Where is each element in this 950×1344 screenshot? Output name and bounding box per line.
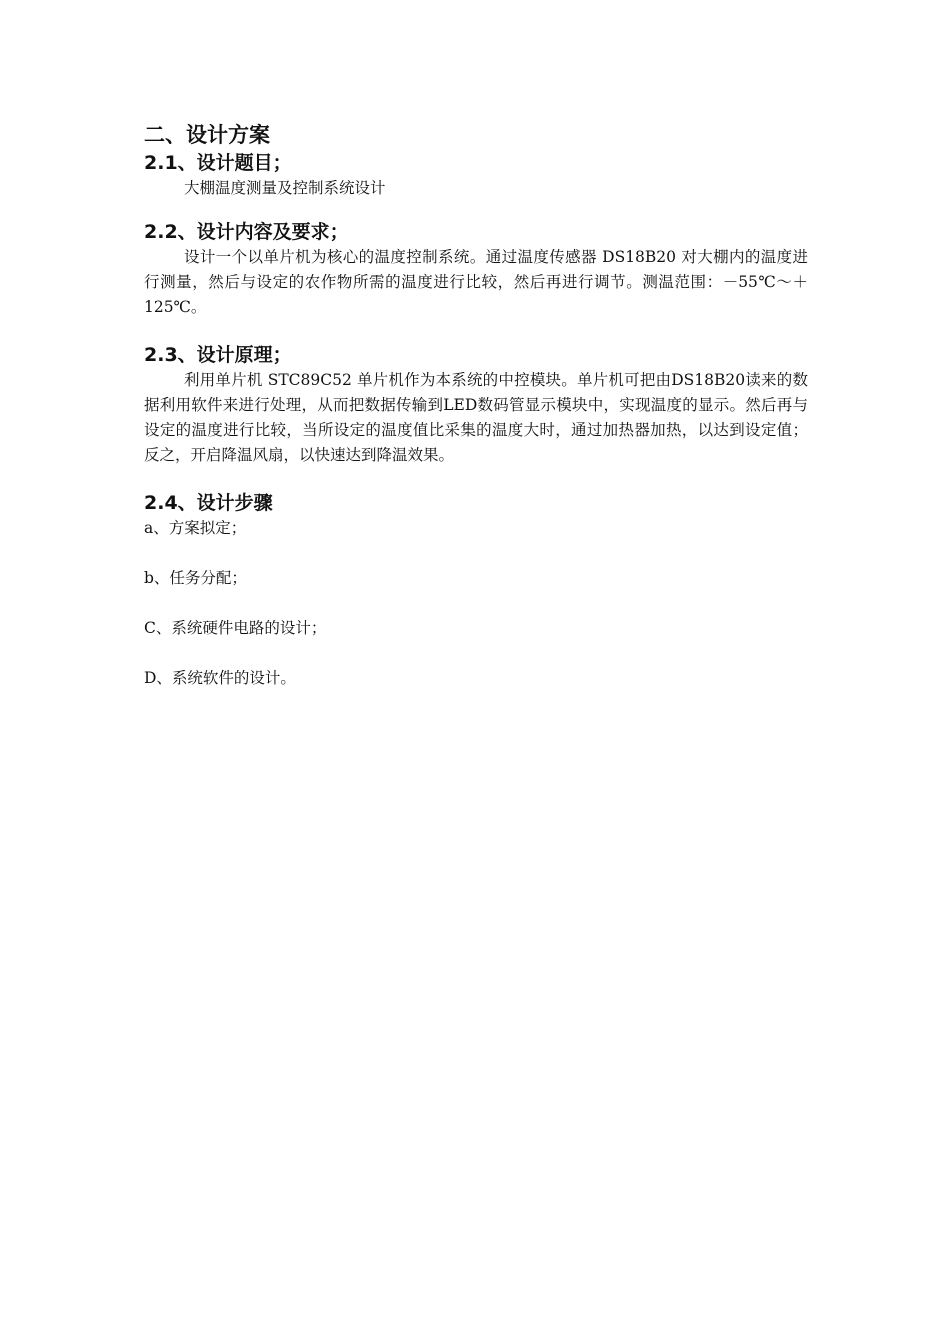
paragraph-design-principle: 利用单片机 STC89C52 单片机作为本系统的中控模块。单片机可把由DS18B20读来的数据利用软件来进行处理，从而把数据传输到LED数码管显示模块中，实现温度的显示。然后再与设定的温度进行比较，当所设定的温度值比采集的温度大时，通过加热器加热，以达到设定值；反之，开启降温风扇，以快速达到降温效果。: [144, 371, 808, 464]
section-title: 二、设计方案: [144, 123, 270, 147]
heading-design-topic: 2.1、设计题目；: [144, 152, 292, 174]
heading-design-principle: 2.3、设计原理；: [144, 344, 292, 366]
spacer: [144, 201, 808, 219]
heading-design-content: 2.2、设计内容及要求；: [144, 221, 349, 243]
spacer: [144, 468, 808, 490]
spacer: [144, 591, 808, 616]
spacer: [144, 541, 808, 566]
step-item: C、系统硬件电路的设计；: [144, 619, 327, 637]
document-page: [144, 120, 808, 691]
spacer: [144, 320, 808, 342]
paragraph-design-content: 设计一个以单片机为核心的温度控制系统。通过温度传感器 DS18B20 对大棚内的温度进行测量，然后与设定的农作物所需的温度进行比较，然后再进行调节。测温范围：－55℃～＋125℃。: [144, 248, 808, 316]
step-item: D、系统软件的设计。: [144, 669, 296, 687]
paragraph-design-topic: 大棚温度测量及控制系统设计: [184, 179, 386, 197]
step-item: b、任务分配；: [144, 569, 247, 587]
heading-design-steps: 2.4、设计步骤: [144, 492, 273, 514]
spacer: [144, 641, 808, 666]
step-item: a、方案拟定；: [144, 519, 247, 537]
